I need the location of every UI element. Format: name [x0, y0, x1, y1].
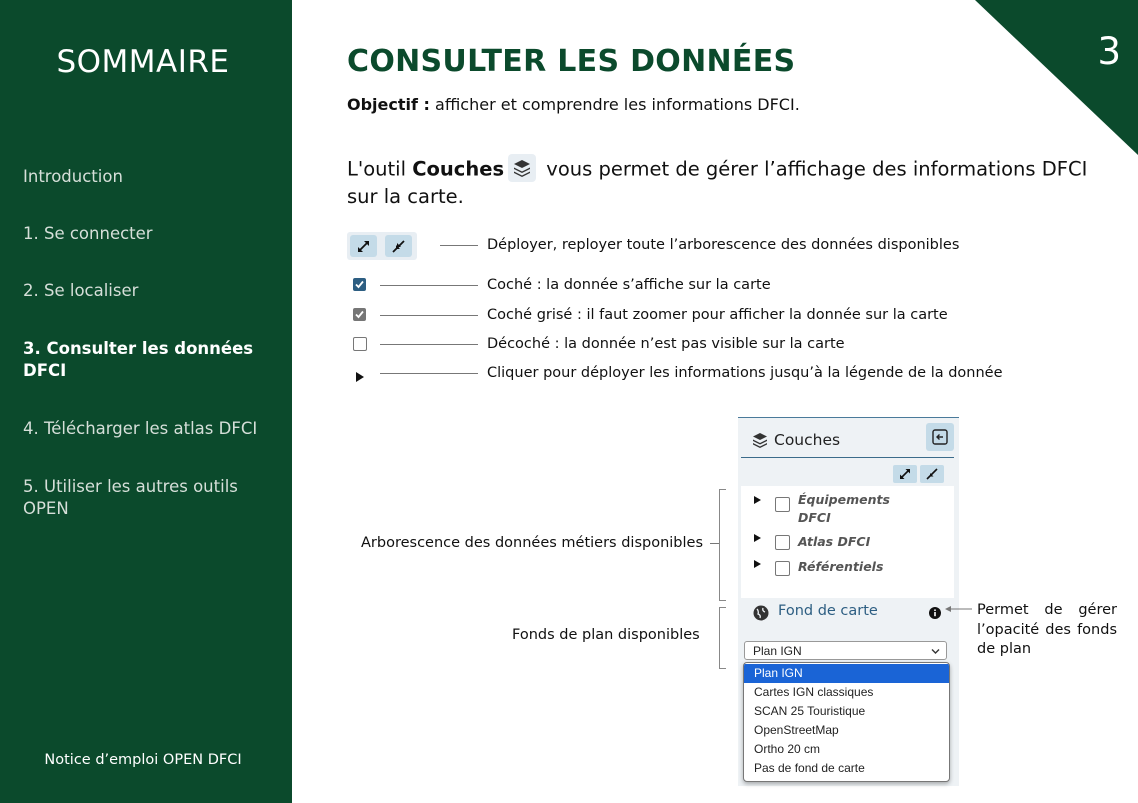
sidebar-item-se-connecter[interactable]: 1. Se connecter — [23, 224, 153, 243]
legend-line — [380, 373, 478, 374]
legend-text-expand: Déployer, reployer toute l’arborescence des données disponibles — [487, 237, 960, 253]
expand-collapse-buttons — [347, 232, 417, 260]
close-panel-button[interactable] — [926, 423, 954, 451]
basemap-row — [741, 598, 954, 628]
legend-line — [380, 285, 478, 286]
checkbox-grey-icon — [353, 308, 366, 321]
sidebar-item-consulter-donnees[interactable]: 3. Consulter les données DFCI — [23, 339, 254, 380]
objective-text: afficher et comprendre les informations DFCI. — [429, 95, 800, 114]
legend-line — [380, 315, 478, 316]
annotation-opacity: Permet de gérer l’opacité des fonds de plan — [977, 602, 1117, 657]
page-title: CONSULTER LES DONNÉES — [347, 44, 796, 79]
info-icon[interactable] — [929, 607, 941, 619]
checkbox-unchecked-icon — [353, 337, 367, 351]
basemap-option[interactable]: OpenStreetMap — [754, 723, 839, 737]
legend-text-unchecked: Décoché : la donnée n’est pas visible sur la carte — [487, 336, 845, 352]
page-number: 3 — [1097, 30, 1121, 73]
expand-triangle-icon[interactable] — [754, 534, 761, 542]
basemap-option[interactable]: Cartes IGN classiques — [754, 685, 874, 699]
chevron-down-icon — [931, 648, 940, 655]
legend-line — [440, 245, 478, 246]
layer-tree — [741, 486, 954, 598]
annotation-bracket — [719, 489, 726, 601]
expand-triangle-icon[interactable] — [754, 496, 761, 504]
basemap-option[interactable]: Pas de fond de carte — [754, 761, 865, 775]
expand-all-button[interactable] — [893, 465, 917, 483]
sidebar — [0, 0, 292, 803]
basemap-select[interactable] — [744, 641, 947, 660]
layers-panel-title: Couches — [774, 431, 841, 449]
legend-text-triangle: Cliquer pour déployer les informations jusqu’à la légende de la donnée — [487, 365, 1003, 381]
basemap-option[interactable]: Plan IGN — [744, 664, 949, 683]
expand-triangle-icon[interactable] — [754, 560, 761, 568]
annotation-line — [710, 543, 719, 544]
intro-after: vous permet de gérer l’affichage des informations DFCI sur la carte. — [347, 157, 1088, 208]
layers-icon — [751, 431, 769, 449]
layer-label: Équipements DFCI — [798, 492, 890, 525]
intro-tool-name: Couches — [412, 157, 505, 181]
objective-label: Objectif : — [347, 95, 430, 114]
annotation-bracket — [719, 607, 726, 669]
sidebar-item-autres-outils[interactable]: 5. Utiliser les autres outils OPEN — [23, 477, 238, 518]
arrow-left-icon — [944, 603, 974, 615]
legend-line — [380, 344, 478, 345]
intro-paragraph — [347, 156, 1107, 210]
collapse-all-icon — [385, 235, 412, 257]
legend-text-checked: Coché : la donnée s’affiche sur la carte — [487, 277, 771, 293]
basemap-label: Fond de carte — [778, 603, 878, 619]
divider — [741, 457, 954, 458]
layer-checkbox[interactable] — [775, 535, 790, 550]
corner-triangle — [975, 0, 1138, 155]
annotation-basemaps: Fonds de plan disponibles — [512, 627, 700, 643]
legend-text-grey: Coché grisé : il faut zoomer pour afficher la donnée sur la carte — [487, 307, 948, 323]
sidebar-footer: Notice d’emploi OPEN DFCI — [44, 752, 242, 768]
layer-checkbox[interactable] — [775, 497, 790, 512]
layers-icon — [508, 154, 536, 182]
annotation-tree: Arborescence des données métiers disponibles — [361, 535, 704, 551]
layer-label: Atlas DFCI — [798, 534, 871, 549]
basemap-selected-value: Plan IGN — [753, 644, 802, 658]
basemap-option[interactable]: Ortho 20 cm — [754, 742, 821, 756]
sidebar-item-se-localiser[interactable]: 2. Se localiser — [23, 281, 139, 300]
globe-icon — [753, 605, 769, 621]
sidebar-item-introduction[interactable]: Introduction — [23, 167, 123, 186]
layer-checkbox[interactable] — [775, 561, 790, 576]
basemap-dropdown — [743, 662, 950, 782]
expand-all-icon — [350, 235, 377, 257]
expand-triangle-icon — [356, 372, 364, 382]
arrow-left-icon — [926, 423, 954, 451]
objective — [347, 95, 800, 114]
intro-before: L'outil — [347, 157, 413, 181]
layer-label: Référentiels — [798, 559, 884, 574]
checkbox-checked-icon — [353, 278, 366, 291]
sidebar-title: SOMMAIRE — [56, 44, 230, 80]
basemap-option[interactable]: SCAN 25 Touristique — [754, 704, 866, 718]
collapse-all-button[interactable] — [920, 465, 944, 483]
sidebar-item-telecharger-atlas[interactable]: 4. Télécharger les atlas DFCI — [23, 419, 258, 438]
layers-panel — [738, 417, 959, 786]
